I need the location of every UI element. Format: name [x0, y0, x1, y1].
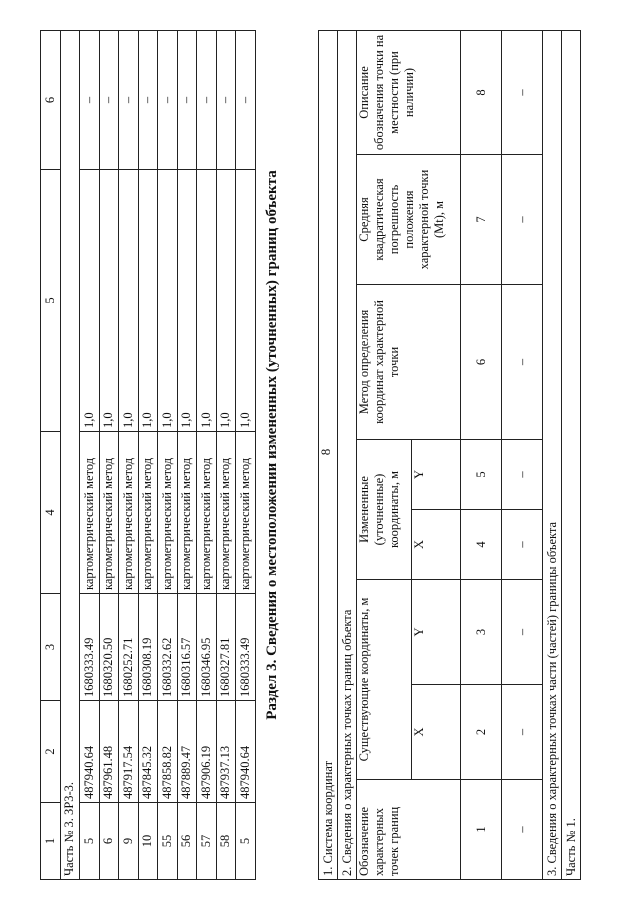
method: картометрический метод: [236, 432, 256, 594]
description: –: [177, 31, 197, 170]
table-row: [158, 31, 178, 880]
method: картометрический метод: [216, 432, 236, 594]
section-title: Раздел 3. Сведения о местоположении измененных (уточненных) границ объекта: [264, 170, 280, 720]
column-number: 5: [461, 440, 502, 510]
method: картометрический метод: [99, 432, 119, 594]
page-number: 8: [318, 448, 333, 456]
empty-value: –: [502, 780, 543, 880]
point-number: 55: [158, 803, 178, 880]
coord-y: 1680333.49: [236, 594, 256, 701]
column-number: 6: [461, 285, 502, 440]
part-points-row: 3. Сведения о характерных точках части (частей) границы объекта: [543, 31, 562, 880]
error-value: 1,0: [216, 170, 236, 432]
method: картометрический метод: [177, 432, 197, 594]
table-header-row: [357, 31, 412, 880]
header-cell: 5: [41, 170, 61, 432]
description-header: Описание обозначения точки на местности (при наличии): [357, 31, 461, 155]
table-row: [502, 31, 543, 880]
coord-y: 1680346.95: [197, 594, 217, 701]
coord-y: 1680308.19: [138, 594, 158, 701]
coord-y: 1680316.57: [177, 594, 197, 701]
point-number: 5: [80, 803, 100, 880]
designation-header: Обозначение характерных точек границ: [357, 780, 461, 880]
rotated-page-content: [40, 10, 600, 880]
table-row: [119, 31, 139, 880]
point-number: 6: [99, 803, 119, 880]
description: –: [138, 31, 158, 170]
x-header: X: [412, 685, 461, 780]
column-number: 8: [461, 31, 502, 155]
coordinate-system-row: 1. Система координат: [319, 31, 338, 880]
description: –: [216, 31, 236, 170]
table-row: [138, 31, 158, 880]
description: –: [197, 31, 217, 170]
method: картометрический метод: [138, 432, 158, 594]
table-row: [236, 31, 256, 880]
header-cell: 4: [41, 432, 61, 594]
header-cell: 6: [41, 31, 61, 170]
empty-value: –: [502, 440, 543, 510]
point-number: 5: [236, 803, 256, 880]
method: картометрический метод: [80, 432, 100, 594]
coord-x: 487940.64: [236, 701, 256, 803]
description: –: [119, 31, 139, 170]
empty-value: –: [502, 580, 543, 685]
method: картометрический метод: [197, 432, 217, 594]
method: картометрический метод: [119, 432, 139, 594]
column-number: 3: [461, 580, 502, 685]
empty-value: –: [502, 510, 543, 580]
part-1-label: Часть № 1.: [562, 31, 581, 880]
column-number: 1: [461, 780, 502, 880]
error-value: 1,0: [177, 170, 197, 432]
error-value: 1,0: [119, 170, 139, 432]
description: –: [99, 31, 119, 170]
part-label: Часть № 3. ЗР3-3.: [60, 31, 80, 880]
table-row: [177, 31, 197, 880]
description: –: [80, 31, 100, 170]
y-header: Y: [412, 580, 461, 685]
header-cell: 3: [41, 594, 61, 701]
table-header-row: [41, 31, 61, 880]
error-header: Средняя квадратическая погрешность положения характерной точки (Mt), м: [357, 155, 461, 285]
method: картометрический метод: [158, 432, 178, 594]
changed-coordinates-header: Измененные (уточненные) координаты, м: [357, 440, 412, 580]
description: –: [236, 31, 256, 170]
empty-value: –: [502, 31, 543, 155]
coord-x: 487940.64: [80, 701, 100, 803]
header-cell: 2: [41, 701, 61, 803]
error-value: 1,0: [158, 170, 178, 432]
error-value: 1,0: [80, 170, 100, 432]
column-numbers-row: [461, 31, 502, 880]
existing-coordinates-header: Существующие координаты, м: [357, 580, 412, 780]
x-header: X: [412, 510, 461, 580]
changed-boundaries-table: [318, 30, 581, 880]
coord-x: 487961.48: [99, 701, 119, 803]
empty-value: –: [502, 155, 543, 285]
coord-x: 487845.32: [138, 701, 158, 803]
column-number: 4: [461, 510, 502, 580]
empty-value: –: [502, 685, 543, 780]
part-label-row: [60, 31, 80, 880]
point-number: 57: [197, 803, 217, 880]
table-row: [99, 31, 119, 880]
coord-y: 1680327.81: [216, 594, 236, 701]
point-number: 58: [216, 803, 236, 880]
coord-x: 487889.47: [177, 701, 197, 803]
coord-x: 487917.54: [119, 701, 139, 803]
column-number: 7: [461, 155, 502, 285]
error-value: 1,0: [197, 170, 217, 432]
points-info-row: 2. Сведения о характерных точках границ объекта: [338, 31, 357, 880]
coord-y: 1680252.71: [119, 594, 139, 701]
y-header: Y: [412, 440, 461, 510]
point-number: 56: [177, 803, 197, 880]
empty-value: –: [502, 285, 543, 440]
column-number: 2: [461, 685, 502, 780]
point-number: 9: [119, 803, 139, 880]
point-number: 10: [138, 803, 158, 880]
error-value: 1,0: [236, 170, 256, 432]
table-row: [80, 31, 100, 880]
description: –: [158, 31, 178, 170]
coord-x: 487906.19: [197, 701, 217, 803]
error-value: 1,0: [99, 170, 119, 432]
table-row: [197, 31, 217, 880]
header-cell: 1: [41, 803, 61, 880]
coord-y: 1680320.50: [99, 594, 119, 701]
error-value: 1,0: [138, 170, 158, 432]
coordinates-table-part-3: [40, 30, 256, 880]
coord-x: 487858.82: [158, 701, 178, 803]
method-header: Метод определения координат характерной точки: [357, 285, 461, 440]
coord-x: 487937.13: [216, 701, 236, 803]
coord-y: 1680333.49: [80, 594, 100, 701]
table-row: [216, 31, 236, 880]
coord-y: 1680332.62: [158, 594, 178, 701]
